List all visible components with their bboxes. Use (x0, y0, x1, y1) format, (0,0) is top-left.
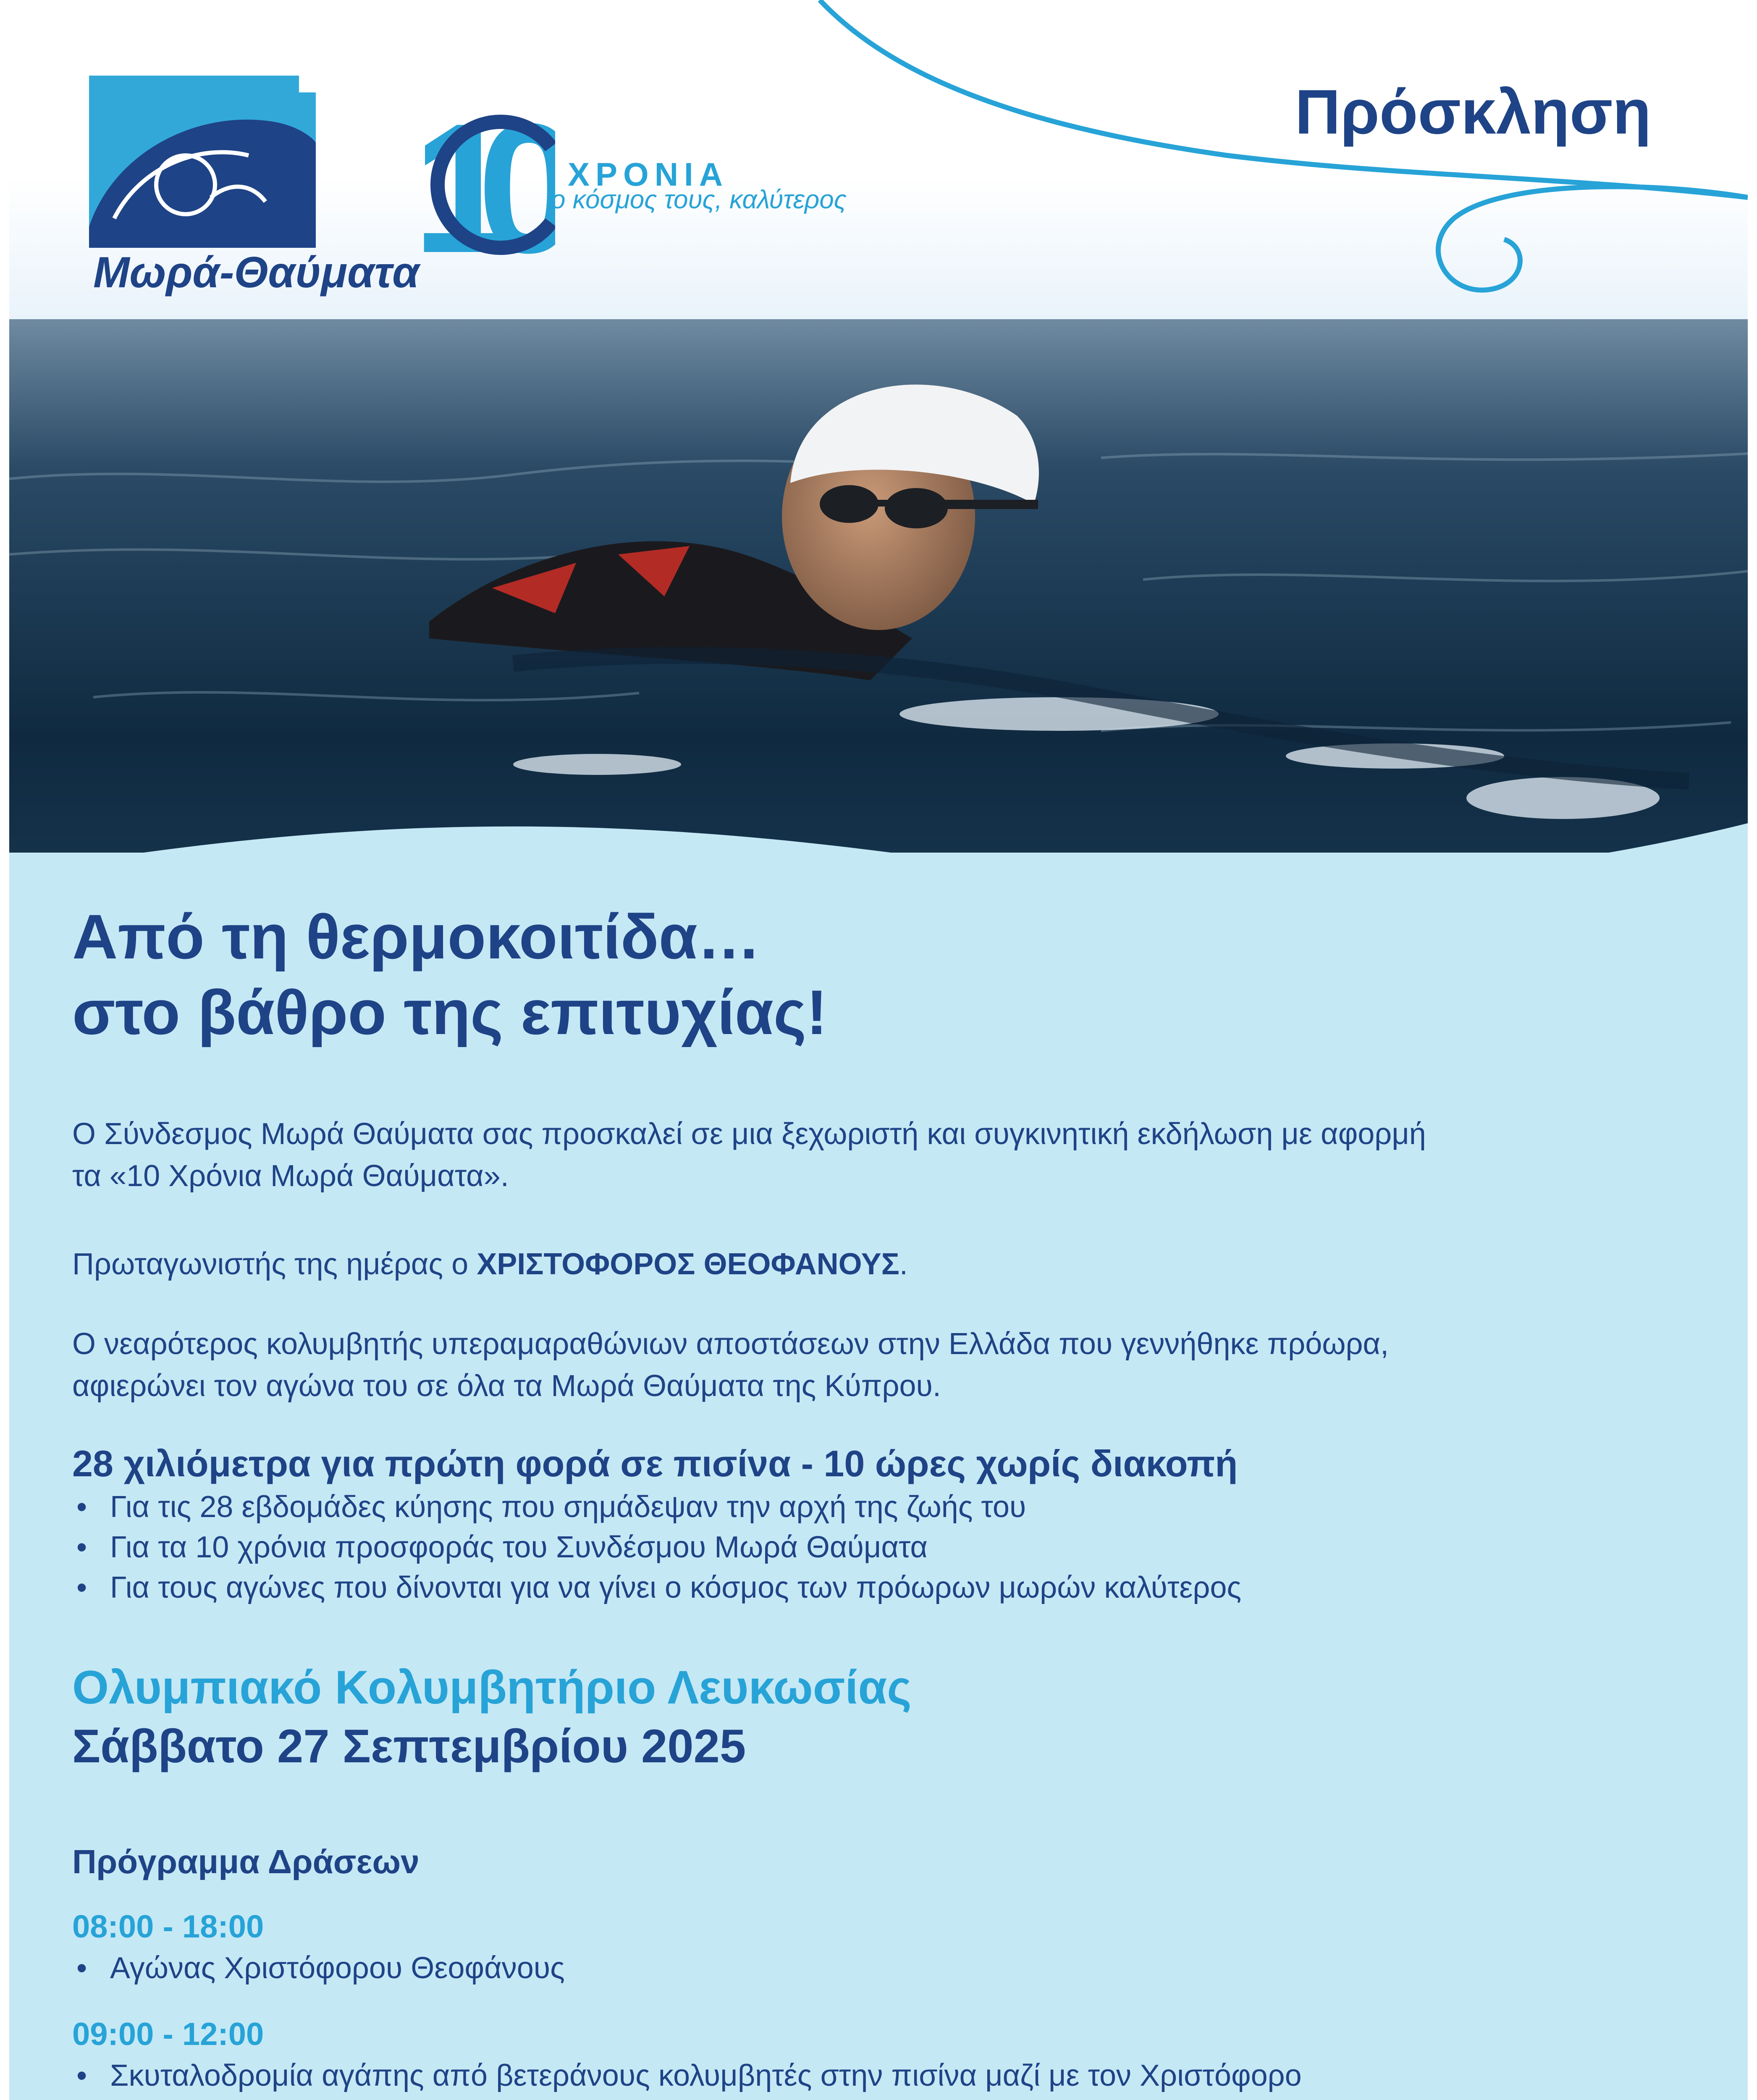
event-date: Σάββατο 27 Σεπτεμβρίου 2025 (72, 1720, 746, 1772)
main-text (72, 899, 1689, 2100)
list-item: • Για τους αγώνες που δίνονται για να γίνει ο κόσμος των πρόωρων μωρών καλύτερος (72, 1567, 1689, 1608)
swimmer-description-line1: Ο νεαρότερος κολυμβητής υπεραμαραθώνιων αποστάσεων στην Ελλάδα που γεννήθηκε πρόωρα, (72, 1327, 1389, 1361)
protagonist-prefix: Πρωταγωνιστής της ημέρας ο (72, 1247, 477, 1281)
intro-paragraph-cont: τα «10 Χρόνια Μωρά Θαύματα». (72, 1159, 509, 1193)
invitation-page (9, 0, 1748, 2100)
list-item: • Για τις 28 εβδομάδες κύησης που σημάδεψαν την αρχή της ζωής του (72, 1487, 1689, 1527)
anniversary-tagline: ο κόσμος τους, καλύτερος (551, 185, 847, 214)
list-item: • Σκυταλοδρομία αγάπης από βετεράνους κολυμβητές στην πισίνα μαζί με τον Χριστόφορο (72, 2055, 1689, 2096)
program-time-2: 09:00 - 12:00 (72, 2016, 264, 2052)
challenge-list (72, 1487, 1689, 1608)
intro-paragraph: Ο Σύνδεσμος Μωρά Θαύματα σας προσκαλεί σε μια ξεχωριστή και συγκινητική εκδήλωση με αφορμή (72, 1117, 1426, 1151)
program-list-1 (72, 1948, 1689, 1988)
list-item: • Για τα 10 χρόνια προσφοράς του Συνδέσμου Μωρά Θαύματα (72, 1527, 1689, 1567)
swimmer-description-line2: αφιερώνει τον αγώνα του σε όλα τα Μωρά Θαύματα της Κύπρου. (72, 1369, 941, 1403)
list-item: • Αγώνας Χριστόφορου Θεοφάνους (72, 1948, 1689, 1988)
protagonist-line (72, 1243, 1689, 1285)
headline-line1: Από τη θερμοκοιτίδα… (72, 901, 760, 972)
logo-name: Μωρά-Θαύματα (93, 248, 420, 297)
program-list-2 (72, 2055, 1689, 2096)
decorative-wave-line (9, 0, 1748, 336)
program-title: Πρόγραμμα Δράσεων (72, 1843, 420, 1880)
challenge-title: 28 χιλιόμετρα για πρώτη φορά σε πισίνα - 10 ώρες χωρίς διακοπή (72, 1443, 1238, 1484)
headline-line2: στο βάθρο της επιτυχίας! (72, 977, 828, 1047)
protagonist-suffix: . (899, 1247, 908, 1281)
header (9, 0, 1748, 319)
anniversary-number: 10 (412, 105, 543, 256)
event-venue: Ολυμπιακό Κολυμβητήριο Λευκωσίας (72, 1661, 912, 1714)
anniversary-years: ΧΡΟΝΙΑ (568, 156, 729, 193)
protagonist-name: ΧΡΙΣΤΟΦΟΡΟΣ ΘΕΟΦΑΝΟΥΣ (477, 1247, 899, 1281)
program-time-1: 08:00 - 18:00 (72, 1909, 264, 1945)
invitation-title: Πρόσκληση (1295, 76, 1651, 147)
